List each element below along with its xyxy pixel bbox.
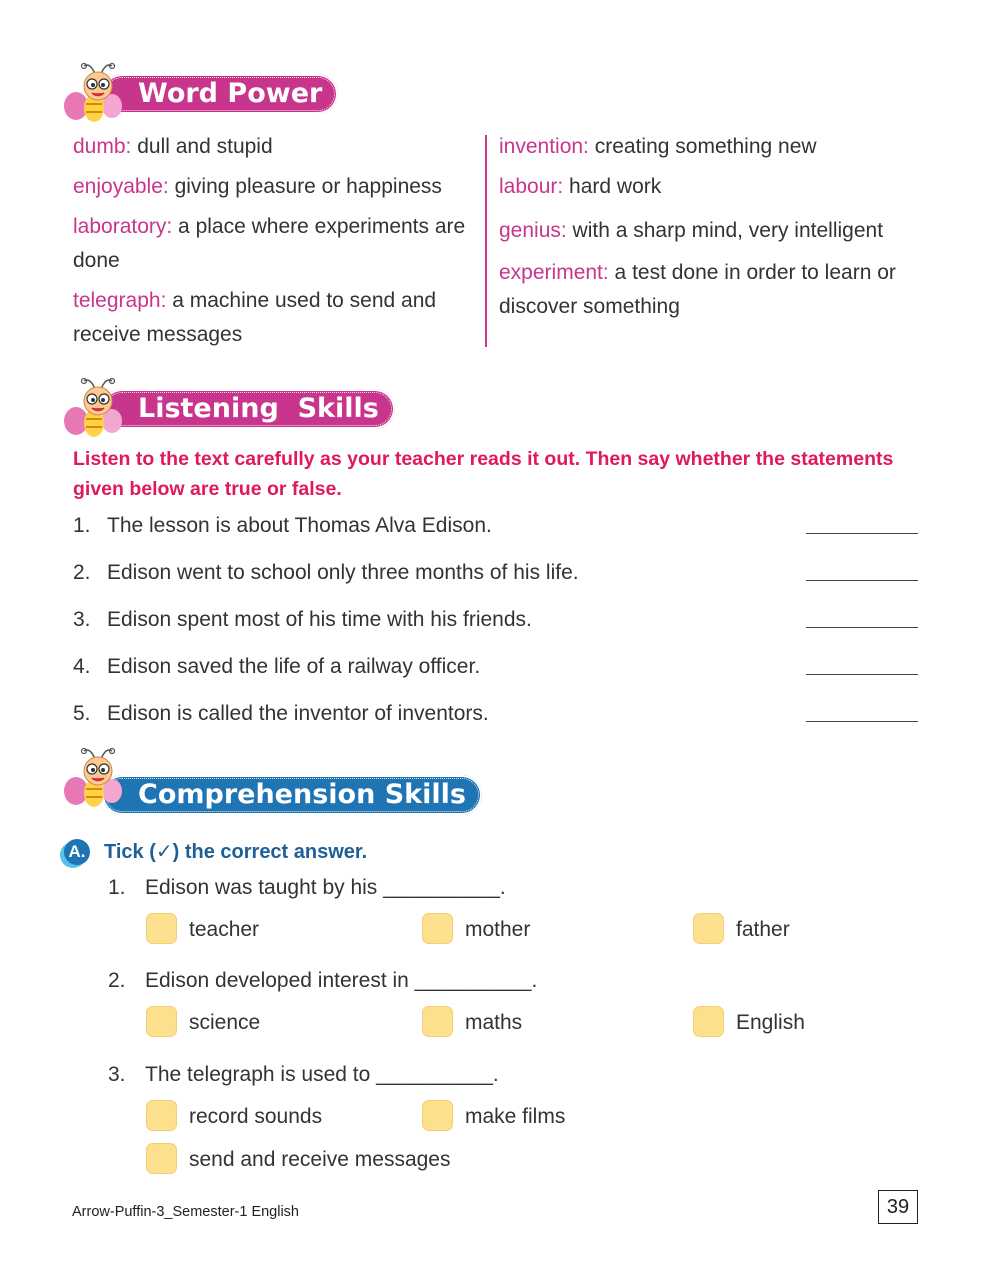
book-title-footer: Arrow-Puffin-3_Semester-1 English <box>72 1204 299 1220</box>
glossary-entry: dumb: dull and stupid <box>73 135 273 158</box>
answer-blank[interactable] <box>806 533 918 534</box>
list-item: 5. Edison is called the inventor of inventors. <box>73 699 918 729</box>
tick-instruction: Tick (✓) the correct answer. <box>104 841 368 863</box>
listening-instruction: Listen to the text carefully as your teacher reads it out. Then say whether the statements given below are true or false. <box>73 448 894 500</box>
listening-skills-title: Listening Skills <box>102 389 395 429</box>
word-power-title: Word Power <box>102 74 338 114</box>
checkbox[interactable] <box>422 913 453 944</box>
word-power-right-column <box>499 130 929 324</box>
column-divider <box>485 135 487 347</box>
glossary-entry: enjoyable: giving pleasure or happiness <box>73 175 442 198</box>
list-item: 1. The lesson is about Thomas Alva Edison. <box>73 511 918 541</box>
glossary-entry: invention: creating something new <box>499 135 817 158</box>
glossary-entry: laboratory: a place where experiments are done <box>73 215 466 272</box>
checkbox[interactable] <box>146 1143 177 1174</box>
list-item: 3. Edison spent most of his time with his friends. <box>73 605 918 635</box>
checkbox[interactable] <box>146 1100 177 1131</box>
checkbox[interactable] <box>693 913 724 944</box>
glossary-entry: experiment: a test done in order to learn or discover something <box>499 261 896 318</box>
glossary-entry: genius: with a sharp mind, very intelligent <box>499 219 884 242</box>
answer-blank[interactable] <box>806 721 918 722</box>
bug-mascot-icon <box>62 375 132 445</box>
section-a-badge: A. <box>64 839 90 865</box>
comprehension-skills-title: Comprehension Skills <box>102 775 482 815</box>
word-power-left-column <box>73 130 478 352</box>
list-item: 4. Edison saved the life of a railway officer. <box>73 652 918 682</box>
answer-blank[interactable] <box>806 580 918 581</box>
checkbox[interactable] <box>693 1006 724 1037</box>
checkbox[interactable] <box>146 913 177 944</box>
answer-blank[interactable] <box>806 627 918 628</box>
glossary-entry: telegraph: a machine used to send and receive messages <box>73 289 437 346</box>
checkbox[interactable] <box>422 1006 453 1037</box>
page-number: 39 <box>878 1190 918 1224</box>
checkbox[interactable] <box>422 1100 453 1131</box>
glossary-entry: labour: hard work <box>499 175 662 198</box>
answer-blank[interactable] <box>806 674 918 675</box>
bug-mascot-icon <box>62 60 132 130</box>
bug-mascot-icon <box>62 745 132 815</box>
checkbox[interactable] <box>146 1006 177 1037</box>
list-item: 2. Edison went to school only three months of his life. <box>73 558 918 588</box>
